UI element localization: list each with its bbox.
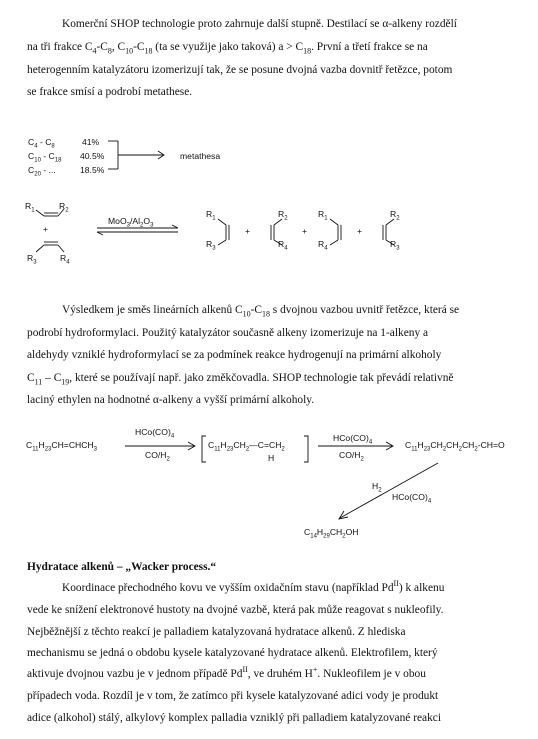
text-line: aktivuje dvojnou vazbu je v jednom případě $Pd^{II}$, ve druhém H+. Nukleofilem je v obou bbox=[27, 665, 426, 680]
text-line: $C_{11} - C_{19}$, které se používají např. jako změkčovadla. SHOP technologie tak převádí relativně bbox=[27, 372, 454, 387]
text-line: vede ke snížení elektronové hustoty na dvojné vazbě, která pak může reagovat s nukleofily. bbox=[27, 604, 444, 616]
substituent-r4: $R_4$ bbox=[318, 239, 328, 252]
plus-sign: + bbox=[245, 226, 251, 236]
text-line: laciný ethylen na hodnotné α-alkeny a vyšší primární alkoholy. bbox=[27, 394, 315, 406]
substituent-r2: $R_2$ bbox=[59, 201, 69, 214]
hydrogen-label: H bbox=[268, 453, 275, 463]
catalyst-label: $MoO_3/Al_2O_3$ bbox=[108, 216, 154, 229]
aldehyde-product: $C_{11}H_{23}CH_2CH_2CH_2-CH=O$ bbox=[405, 440, 505, 453]
alcohol-product: $C_{14}H_{29}CH_2OH$ bbox=[304, 527, 359, 540]
substituent-r1: $R_1$ bbox=[25, 201, 35, 214]
fraction-percent: 40.5% bbox=[80, 151, 105, 161]
substituent-r2: $R_2$ bbox=[390, 209, 400, 222]
text-line: se frakce smísí a podrobí metathese. bbox=[27, 86, 193, 98]
text-line: Koordinace přechodného kovu ve vyšším oxidačním stavu (například $Pd^{II}$) k alkenu bbox=[62, 579, 445, 594]
text-line: heterogenním katalyzátoru izomerizují tak, že se posune dvojná vazba dovnitř řetězce, potom bbox=[27, 64, 453, 76]
fraction-c4-c8: $C_4 - C_8$ bbox=[28, 137, 55, 150]
fraction-c20: $C_{20}$ - ... bbox=[28, 165, 56, 178]
text-line: aldehydy vzniklé hydroformylací se za podmínek reakce hydrogenují na primární alkoholy bbox=[27, 349, 442, 361]
text-line: adice (alkohol) stálý, alkylový komplex palladia vzniklý při palladiem katalyzované reakci bbox=[27, 712, 442, 724]
hydrogen-reagent: $H_2$ bbox=[372, 481, 382, 494]
substituent-r3: $R_3$ bbox=[27, 253, 37, 266]
conditions-label: $CO/H_2$ bbox=[339, 450, 364, 463]
substituent-r2: $R_2$ bbox=[278, 209, 288, 222]
text-line: Komerční SHOP technologie proto zahrnuje další stupně. Destilací se α-alkeny rozdělí bbox=[62, 18, 457, 30]
conditions-label: $CO/H_2$ bbox=[145, 450, 170, 463]
substituent-r1: $R_1$ bbox=[318, 209, 328, 222]
fraction-percent: 18.5% bbox=[80, 165, 105, 175]
intermediate-alkene: $C_{11}H_{23}CH_2—C=CH_2$ bbox=[208, 440, 285, 453]
plus-sign: + bbox=[357, 226, 363, 236]
starting-alkene: $C_{11}H_{23}CH=CHCH_3$ bbox=[26, 440, 98, 453]
fraction-percent: 41% bbox=[82, 137, 100, 147]
substituent-r1: $R_1$ bbox=[206, 209, 216, 222]
plus-sign: + bbox=[43, 224, 49, 234]
text-line: na tři frakce $C_4-C_8$, $C_{10}-C_{18}$ (ta se využije jako taková) $a > C_{18}$. První a třetí frakce se na bbox=[27, 41, 428, 56]
substituent-r3: $R_3$ bbox=[390, 239, 400, 252]
metathesa-label: metathesa bbox=[180, 151, 221, 161]
text-line: Výsledkem je směs lineárních alkenů $C_{10}-C_{18}$ s dvojnou vazbou uvnitř řetězce, která se bbox=[62, 304, 460, 319]
text-line: podrobí hydroformylaci. Použitý katalyzátor současně alkeny izomerizuje na 1-alkeny a bbox=[27, 327, 429, 339]
section-heading: Hydratace alkenů – „Wacker process.“ bbox=[27, 561, 217, 573]
catalyst-label: $HCo(CO)_4$ bbox=[333, 433, 373, 446]
catalyst-label: $HCo(CO)_4$ bbox=[392, 492, 432, 505]
catalyst-label: $HCo(CO)_4$ bbox=[135, 427, 175, 440]
text-line: případech voda. Rozdíl je v tom, že zatímco při kysele katalyzované adici vody je produkt bbox=[27, 690, 439, 702]
fraction-c10-c18: $C_{10} - C_{18}$ bbox=[28, 151, 62, 164]
text-line: mechanismu se jedná o obdobu kysele katalyzované hydratace alkenů. Elektrofilem, který bbox=[27, 647, 438, 659]
substituent-r4: $R_4$ bbox=[60, 253, 70, 266]
substituent-r4: $R_4$ bbox=[278, 239, 288, 252]
plus-sign: + bbox=[302, 226, 308, 236]
text-line: Nejběžnější z těchto reakcí je palladiem katalyzovaná hydratace alkenů. Z hlediska bbox=[27, 626, 406, 638]
substituent-r3: $R_3$ bbox=[206, 239, 216, 252]
